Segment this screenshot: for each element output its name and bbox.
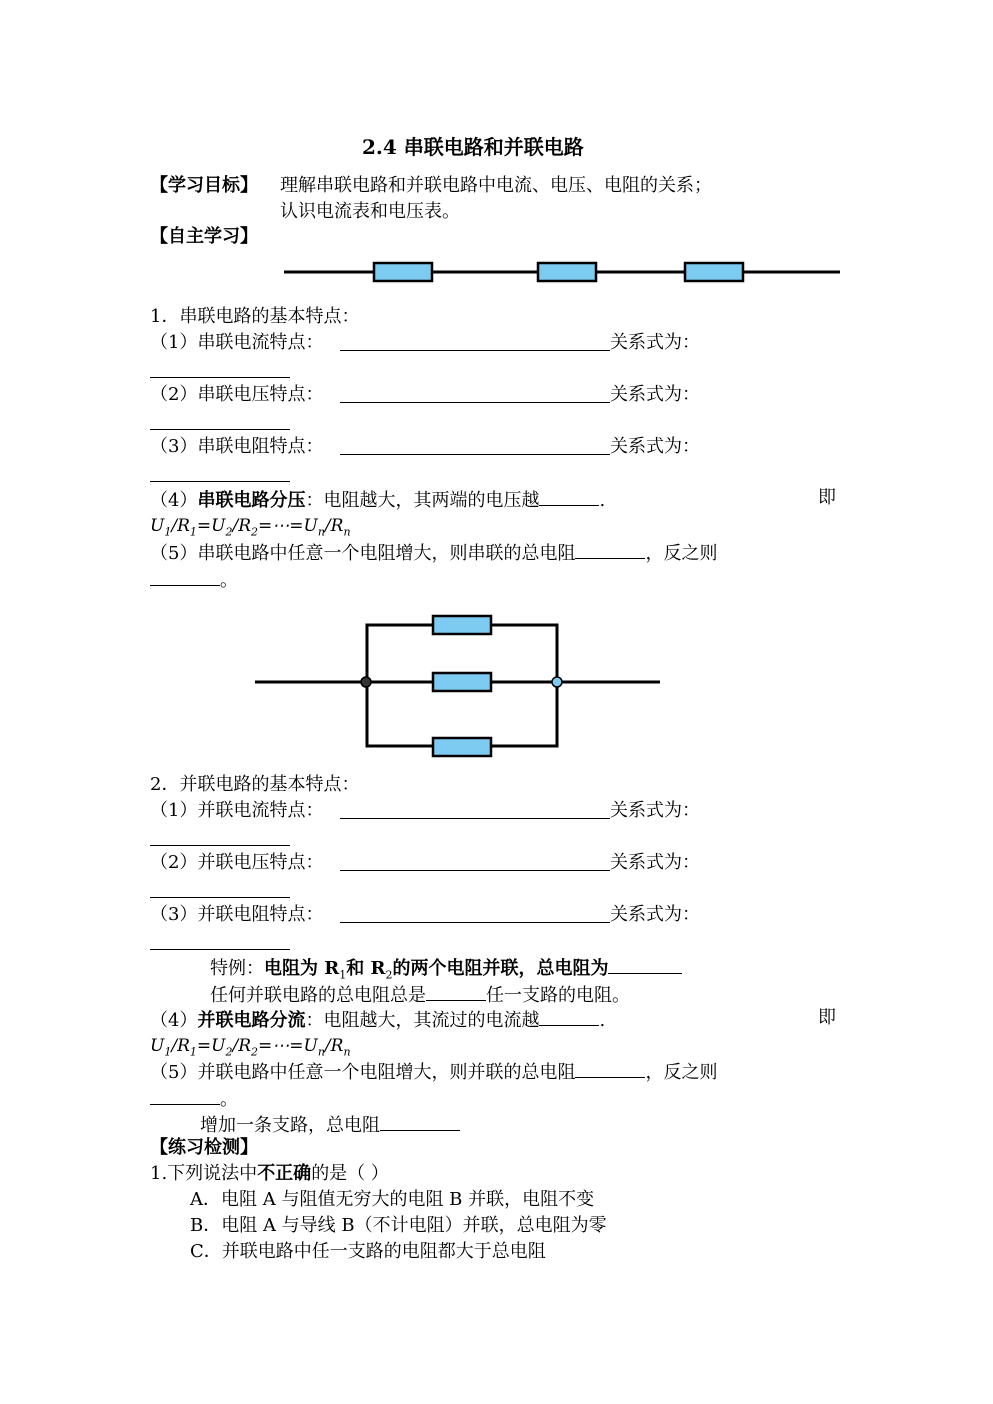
parallel-item-1-blank[interactable]: [340, 818, 610, 819]
practice-label: 【练习检测】: [150, 1137, 258, 1158]
series-item-1-relation: 关系式为：: [610, 332, 700, 353]
parallel-item-4-ji: 即: [818, 1007, 836, 1028]
parallel-resistor-1: [433, 616, 491, 634]
series-item-3-relation-blank[interactable]: [150, 481, 290, 482]
series-resistor-2: [538, 263, 596, 281]
parallel-item-1: （1）并联电流特点：: [150, 800, 324, 821]
series-item-1-blank[interactable]: [340, 350, 610, 351]
parallel-any-blank[interactable]: [426, 982, 486, 1001]
parallel-special-blank[interactable]: [608, 955, 682, 974]
parallel-item-3-blank[interactable]: [340, 922, 610, 923]
parallel-add-branch-blank[interactable]: [380, 1112, 460, 1131]
parallel-item-4: （4）并联电路分流：电阻越大，其流过的电流越 .: [150, 1007, 605, 1032]
series-item-3-relation: 关系式为：: [610, 436, 700, 457]
question-1-option-c[interactable]: C．并联电路中任一支路的电阻都大于总电阻: [190, 1241, 546, 1262]
series-item-5-blank-2[interactable]: [150, 567, 220, 586]
series-item-1: （1）串联电流特点：: [150, 332, 324, 353]
series-item-5: （5）串联电路中任意一个电阻增大，则串联的总电阻 ，反之则: [150, 540, 717, 565]
series-item-1-relation-blank[interactable]: [150, 377, 290, 378]
parallel-item-3: （3）并联电阻特点：: [150, 904, 324, 925]
parallel-add-branch: 增加一条支路，总电阻: [200, 1112, 460, 1137]
series-formula: $U_1/R_1=U_2/R_2=\cdots=U_n/R_n$: [150, 516, 351, 539]
series-item-4-ji: 即: [818, 487, 836, 508]
series-heading: 1．串联电路的基本特点：: [150, 306, 360, 327]
parallel-item-4-blank[interactable]: [539, 1007, 599, 1026]
objectives-label: 【学习目标】: [150, 175, 258, 196]
parallel-item-3-relation: 关系式为：: [610, 904, 700, 925]
parallel-item-2-blank[interactable]: [340, 870, 610, 871]
series-item-4-end: .: [599, 490, 606, 511]
parallel-item-2-relation-blank[interactable]: [150, 897, 290, 898]
parallel-item-5-blank-1[interactable]: [575, 1059, 645, 1078]
series-item-4-blank[interactable]: [539, 487, 599, 506]
series-item-2-blank[interactable]: [340, 402, 610, 403]
series-item-2-relation: 关系式为：: [610, 384, 700, 405]
parallel-any-total: 任何并联电路的总电阻总是 任一支路的电阻。: [210, 982, 630, 1007]
series-circuit-diagram: [284, 263, 840, 281]
series-item-3: （3）串联电阻特点：: [150, 436, 324, 457]
parallel-resistor-3: [433, 738, 491, 756]
parallel-item-5-blank-2[interactable]: [150, 1086, 220, 1105]
objectives-line-2: 认识电流表和电压表。: [280, 201, 460, 222]
parallel-node-left: [361, 677, 371, 687]
page-title: 2.4 串联电路和并联电路: [362, 135, 584, 159]
series-item-3-blank[interactable]: [340, 454, 610, 455]
series-item-5-cont: 。: [150, 567, 238, 592]
parallel-circuit-diagram: [255, 616, 660, 756]
series-resistor-1: [374, 263, 432, 281]
parallel-item-3-relation-blank[interactable]: [150, 949, 290, 950]
parallel-item-2-relation: 关系式为：: [610, 852, 700, 873]
series-item-4-bold: 串联电路分压: [197, 490, 306, 511]
parallel-heading: 2．并联电路的基本特点：: [150, 774, 360, 795]
objectives-line-1: 理解串联电路和并联电路中电流、电压、电阻的关系；: [280, 175, 712, 196]
parallel-item-2: （2）并联电压特点：: [150, 852, 324, 873]
series-item-4: [150, 487, 605, 512]
parallel-node-right: [552, 677, 562, 687]
series-item-4-prefix: （4）: [150, 490, 198, 511]
series-item-4-text: ：电阻越大，其两端的电压越: [305, 490, 540, 511]
self-study-label: 【自主学习】: [150, 226, 258, 247]
parallel-formula: $U_1/R_1=U_2/R_2=\cdots=U_n/R_n$: [150, 1036, 351, 1059]
parallel-item-1-relation: 关系式为：: [610, 800, 700, 821]
series-resistor-3: [685, 263, 743, 281]
parallel-special-case: 特例：电阻为 $R_1$和 $R_2$的两个电阻并联，总电阻为: [210, 955, 682, 987]
series-item-5-blank-1[interactable]: [575, 540, 645, 559]
parallel-item-5-cont: 。: [150, 1086, 238, 1111]
series-item-2: （2）串联电压特点：: [150, 384, 324, 405]
question-1-option-b[interactable]: B．电阻 A 与导线 B（不计电阻）并联，总电阻为零: [190, 1215, 607, 1236]
parallel-resistor-2: [433, 673, 491, 691]
parallel-item-5: （5）并联电路中任意一个电阻增大，则并联的总电阻 ，反之则: [150, 1059, 717, 1084]
parallel-item-1-relation-blank[interactable]: [150, 845, 290, 846]
question-1-option-a[interactable]: A．电阻 A 与阻值无穷大的电阻 B 并联，电阻不变: [190, 1189, 595, 1210]
series-item-2-relation-blank[interactable]: [150, 429, 290, 430]
question-1: 1.下列说法中不正确的是（ ）: [150, 1163, 389, 1184]
